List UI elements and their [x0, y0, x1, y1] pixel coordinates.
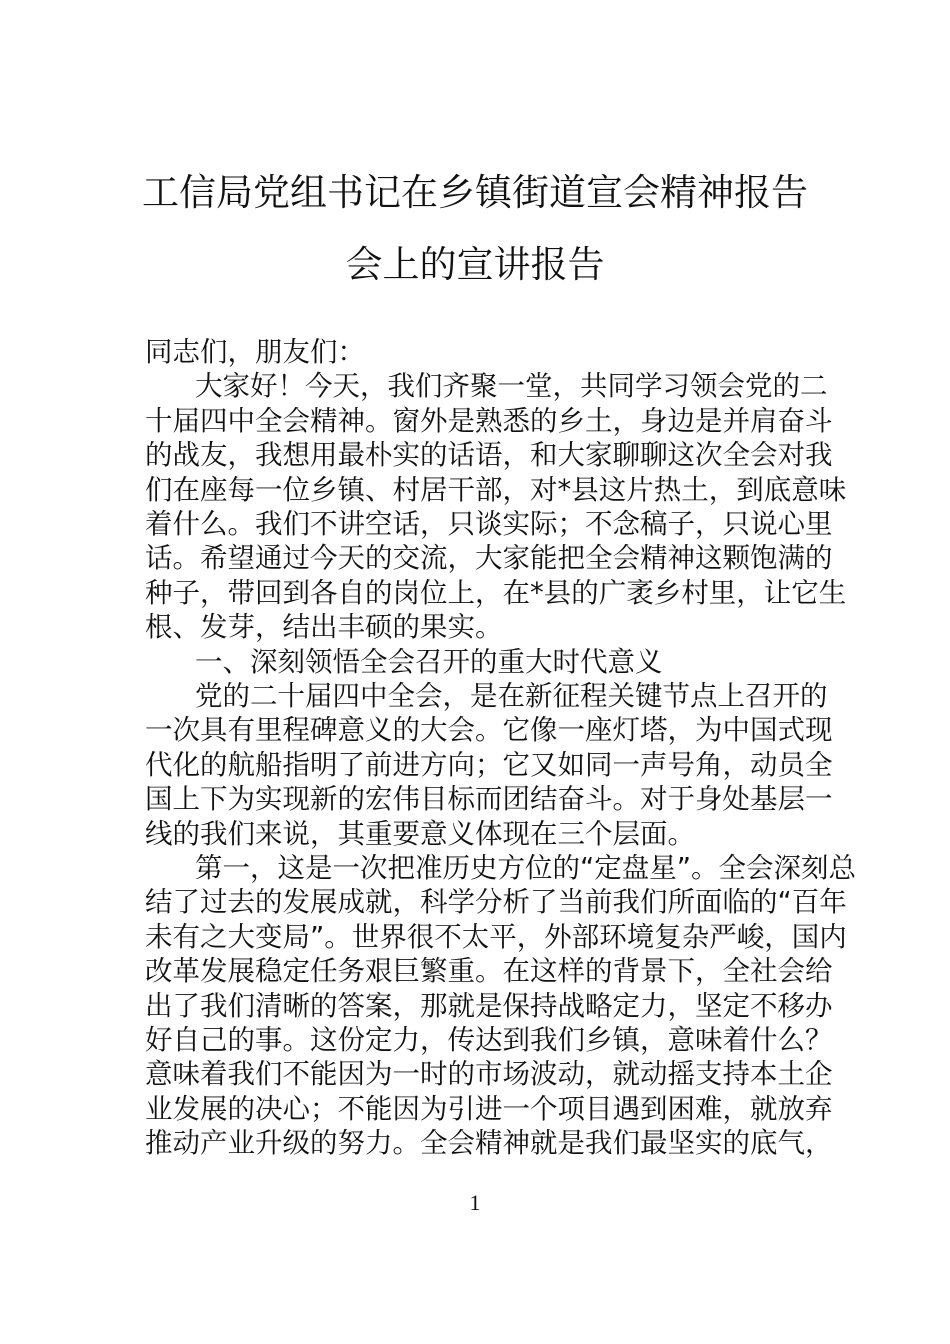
document-title-line-2: 会上的宣讲报告 [345, 243, 605, 286]
text-line: 改革发展稳定任务艰巨繁重。在这样的背景下，全社会给 [145, 955, 833, 987]
text-line: 国上下为实现新的宏伟目标而团结奋斗。对于身处基层一 [145, 783, 833, 815]
text-line: 十届四中全会精神。窗外是熟悉的乡土，身边是并肩奋斗 [145, 405, 833, 437]
text-line: 线的我们来说，其重要意义体现在三个层面。 [145, 818, 695, 850]
text-line: 大家好！今天，我们齐聚一堂，共同学习领会党的二 [195, 370, 828, 402]
text-line: 着什么。我们不讲空话，只谈实际；不念稿子，只说心里 [145, 508, 833, 540]
text-line: 话。希望通过今天的交流，大家能把全会精神这颗饱满的 [145, 542, 833, 574]
text-line: 未有之大变局”。世界很不太平，外部环境复杂严峻，国内 [145, 921, 847, 953]
text-line: 的战友，我想用最朴实的话语，和大家聊聊这次全会对我 [145, 439, 833, 471]
text-line: 们在座每一位乡镇、村居干部，对*县这片热土，到底意味 [145, 474, 847, 506]
text-line: 业发展的决心；不能因为引进一个项目遇到困难，就放弃 [145, 1093, 833, 1125]
text-line: 根、发芽，结出丰硕的果实。 [145, 611, 503, 643]
text-line: 好自己的事。这份定力，传达到我们乡镇，意味着什么？ [145, 1024, 833, 1056]
text-line: 一次具有里程碑意义的大会。它像一座灯塔，为中国式现 [145, 714, 833, 746]
section-heading: 一、深刻领悟全会召开的重大时代意义 [195, 646, 663, 678]
document-title-line-1: 工信局党组书记在乡镇街道宣会精神报告 [142, 171, 808, 214]
text-line: 出了我们清晰的答案，那就是保持战略定力，坚定不移办 [145, 990, 833, 1022]
text-line: 意味着我们不能因为一时的市场波动，就动摇支持本土企 [145, 1058, 833, 1090]
page-number: 1 [469, 1190, 481, 1215]
text-line: 结了过去的发展成就，科学分析了当前我们所面临的“百年 [145, 886, 847, 918]
text-line: 推动产业升级的努力。全会精神就是我们最坚实的底气， [145, 1127, 833, 1159]
text-line: 种子，带回到各自的岗位上，在*县的广袤乡村里，让它生 [145, 577, 847, 609]
text-line: 党的二十届四中全会，是在新征程关键节点上召开的 [195, 680, 828, 712]
salutation: 同志们，朋友们： [145, 336, 365, 368]
text-line: 代化的航船指明了前进方向；它又如同一声号角，动员全 [145, 749, 833, 781]
text-line: 第一，这是一次把准历史方位的“定盘星”。全会深刻总 [195, 852, 856, 884]
